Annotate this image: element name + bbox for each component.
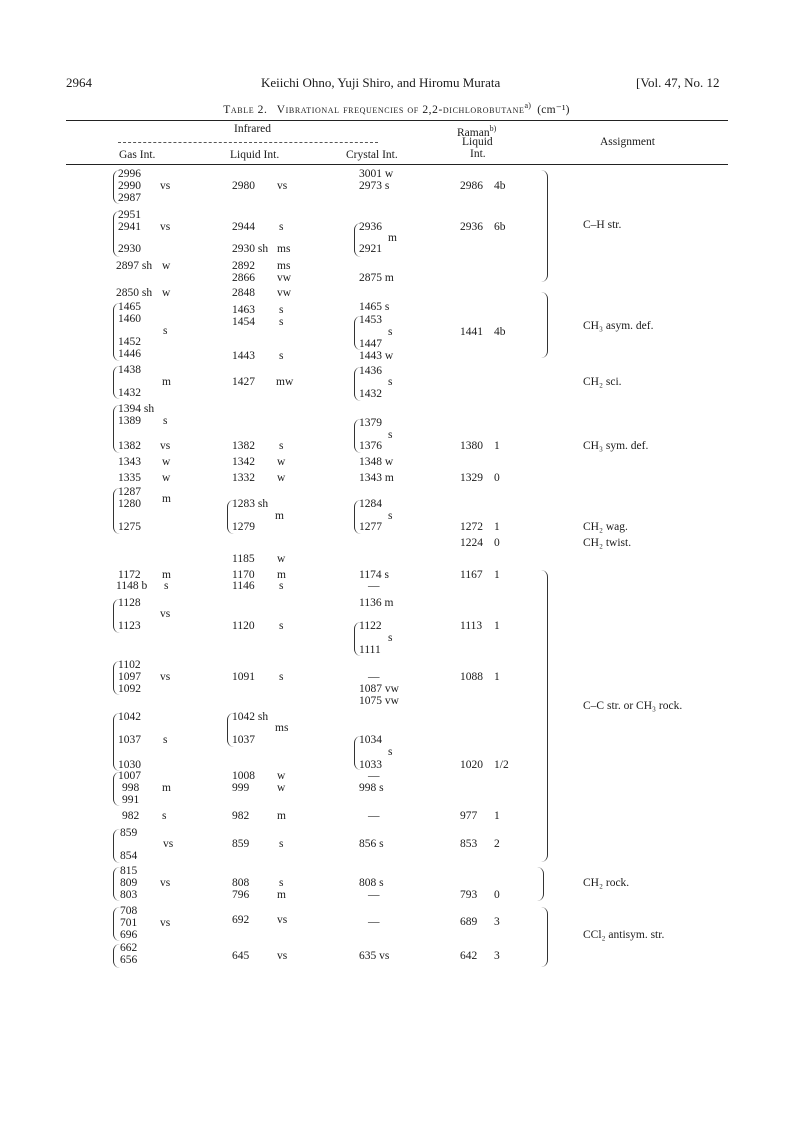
crystal-value: 1447 [359, 338, 382, 350]
gas-value: 1102 [118, 659, 141, 671]
crystal-intensity: s [388, 746, 393, 758]
gas-intensity: w [162, 472, 171, 484]
crystal-value: 808 s [359, 877, 384, 889]
group-bracket [354, 736, 361, 770]
gas-value: 998 [122, 782, 140, 794]
crystal-intensity: s [388, 376, 393, 388]
crystal-value: 2973 s [359, 180, 390, 192]
raman-value: 642 [460, 950, 478, 962]
raman-intensity: 3 [494, 916, 500, 928]
raman-value: 1167 [460, 569, 483, 581]
gas-value: 708 [120, 905, 138, 917]
liquid-intensity: w [277, 472, 286, 484]
group-bracket [113, 713, 120, 771]
assignment-label: CH₂ wag. [583, 521, 628, 533]
gas-value: 1394 sh [118, 403, 155, 415]
liquid-value: 1279 [232, 521, 255, 533]
assignment-brace [541, 907, 548, 967]
gas-intensity: vs [160, 877, 171, 889]
raman-intensity: 1 [494, 671, 500, 683]
group-bracket [113, 772, 120, 806]
gas-value: 1148 b [116, 580, 148, 592]
gas-intensity: vs [160, 221, 171, 233]
raman-value: 689 [460, 916, 478, 928]
crystal-value: 1284 [359, 498, 382, 510]
liquid-value: 1443 [232, 350, 255, 362]
group-bracket [113, 907, 120, 941]
caption-footnote-mark: a) [524, 101, 532, 110]
gas-intensity: vs [160, 917, 171, 929]
gas-value: 1007 [118, 770, 141, 782]
raman-intensity: 2 [494, 838, 500, 850]
group-bracket [227, 500, 234, 534]
gas-value: 2987 [118, 192, 141, 204]
gas-value: 982 [122, 810, 140, 822]
assignment-brace [537, 867, 544, 901]
crystal-value: 1443 w [359, 350, 394, 362]
gas-intensity: s [164, 580, 169, 592]
group-bracket [354, 223, 361, 257]
crystal-intensity: s [388, 429, 393, 441]
crystal-value: 1087 vw [359, 683, 399, 695]
gas-value: 1389 [118, 415, 141, 427]
infrared-span-rule [118, 142, 378, 143]
gas-value: 1465 [118, 301, 141, 313]
liquid-intensity: m [275, 510, 284, 522]
group-bracket [113, 366, 120, 399]
liquid-intensity: s [279, 221, 284, 233]
liquid-value: 1332 [232, 472, 255, 484]
liquid-value: 808 [232, 877, 250, 889]
liquid-intensity: m [277, 569, 286, 581]
raman-value: 793 [460, 889, 478, 901]
liquid-value: 1463 [232, 304, 255, 316]
crystal-value: 1136 m [359, 597, 394, 609]
liquid-intensity: s [279, 316, 284, 328]
crystal-intensity: s [388, 632, 393, 644]
raman-value: 853 [460, 838, 478, 850]
gas-value: 2951 [118, 209, 141, 221]
assignment-label: CH₂ sci. [583, 376, 622, 388]
assignment-brace [541, 292, 548, 358]
gas-value: 854 [120, 850, 138, 862]
liquid-value: 1342 [232, 456, 255, 468]
gas-value: 1343 [118, 456, 141, 468]
gas-value: 1275 [118, 521, 141, 533]
gas-value: 2996 [118, 168, 141, 180]
crystal-value: — [368, 671, 380, 683]
gas-intensity: s [162, 810, 167, 822]
crystal-value: 1033 [359, 759, 382, 771]
crystal-value: — [368, 580, 380, 592]
gas-value: 809 [120, 877, 138, 889]
gas-value: 2930 [118, 243, 141, 255]
raman-intensity: 4b [494, 180, 506, 192]
liquid-intensity: ms [277, 243, 291, 255]
liquid-intensity: s [279, 838, 284, 850]
header-infrared: Infrared [234, 123, 272, 135]
liquid-value: 2892 [232, 260, 255, 272]
gas-value: 1042 [118, 711, 141, 723]
raman-value: 2986 [460, 180, 483, 192]
raman-value: 1088 [460, 671, 483, 683]
crystal-value: 998 s [359, 782, 384, 794]
group-bracket [113, 599, 120, 633]
group-bracket [113, 944, 120, 968]
liquid-value: 645 [232, 950, 250, 962]
liquid-value: 2980 [232, 180, 255, 192]
liquid-value: 2866 [232, 272, 255, 284]
liquid-value: 692 [232, 914, 250, 926]
raman-value: 1020 [460, 759, 483, 771]
table-caption [0, 101, 793, 116]
raman-intensity: 1 [494, 440, 500, 452]
page-number: 2964 [66, 75, 92, 90]
gas-value: 1030 [118, 759, 141, 771]
gas-intensity: vs [160, 671, 171, 683]
gas-value: 696 [120, 929, 138, 941]
liquid-value: 1283 sh [232, 498, 269, 510]
liquid-intensity: s [279, 350, 284, 362]
raman-value: 1380 [460, 440, 483, 452]
liquid-value: 1042 sh [232, 711, 269, 723]
gas-value: 1037 [118, 734, 141, 746]
crystal-value: — [368, 810, 380, 822]
crystal-value: 1122 [359, 620, 382, 632]
liquid-value: 2930 sh [232, 243, 269, 255]
gas-value: 662 [120, 942, 138, 954]
gas-value: 1092 [118, 683, 141, 695]
raman-intensity: 0 [494, 889, 500, 901]
raman-intensity: 1 [494, 521, 500, 533]
liquid-intensity: mw [276, 376, 294, 388]
table-top-rule [66, 120, 728, 121]
gas-value: 1128 [118, 597, 141, 609]
crystal-value: 1379 [359, 417, 382, 429]
liquid-value: 1427 [232, 376, 255, 388]
assignment-brace [541, 170, 548, 282]
gas-value: 2897 sh [116, 260, 153, 272]
crystal-value: 2921 [359, 243, 382, 255]
assignment-label: C–C str. or CH₃ rock. [583, 700, 683, 712]
liquid-value: 1454 [232, 316, 255, 328]
gas-value: 803 [120, 889, 138, 901]
gas-intensity: s [163, 325, 168, 337]
liquid-value: 1120 [232, 620, 255, 632]
assignment-label: CH₂ twist. [583, 537, 632, 549]
raman-value: 1113 [460, 620, 483, 632]
liquid-intensity: w [277, 553, 286, 565]
liquid-intensity: s [279, 440, 284, 452]
group-bracket [113, 303, 120, 361]
raman-value: 1272 [460, 521, 483, 533]
header-crystal: Crystal Int. [346, 149, 398, 161]
liquid-intensity: w [277, 770, 286, 782]
group-bracket [354, 419, 361, 453]
crystal-value: 1465 s [359, 301, 390, 313]
liquid-value: 982 [232, 810, 250, 822]
gas-value: 2941 [118, 221, 141, 233]
crystal-value: 3001 w [359, 168, 394, 180]
gas-value: 1097 [118, 671, 141, 683]
journal-volume: [Vol. 47, No. 12 [636, 75, 720, 90]
gas-value: 1446 [118, 348, 141, 360]
header-raman-int: Int. [470, 148, 486, 160]
gas-intensity: w [162, 287, 171, 299]
liquid-intensity: ms [275, 722, 289, 734]
liquid-intensity: s [279, 877, 284, 889]
gas-value: 1172 [118, 569, 141, 581]
crystal-value: 1277 [359, 521, 382, 533]
gas-intensity: vs [163, 838, 174, 850]
crystal-intensity: s [388, 510, 393, 522]
assignment-label: CH₃ sym. def. [583, 440, 649, 452]
gas-intensity: m [162, 569, 171, 581]
crystal-intensity: m [388, 232, 397, 244]
running-authors: Keiichi Ohno, Yuji Shiro, and Hiromu Murata [261, 75, 501, 90]
group-bracket [113, 170, 120, 204]
raman-value: 2936 [460, 221, 483, 233]
group-bracket [113, 661, 120, 695]
raman-intensity: 1/2 [494, 759, 509, 771]
caption-label: Table 2. [223, 103, 268, 116]
gas-value: 1452 [118, 336, 141, 348]
liquid-value: 2848 [232, 287, 255, 299]
crystal-intensity: s [388, 326, 393, 338]
group-bracket [354, 367, 361, 401]
liquid-intensity: m [277, 889, 286, 901]
crystal-value: 1348 w [359, 456, 394, 468]
liquid-intensity: s [279, 671, 284, 683]
liquid-value: 1146 [232, 580, 255, 592]
gas-intensity: s [163, 415, 168, 427]
crystal-value: 1111 [359, 644, 381, 656]
gas-value: 2990 [118, 180, 141, 192]
raman-intensity: 1 [494, 810, 500, 822]
group-bracket [227, 713, 234, 747]
raman-intensity: 0 [494, 537, 500, 549]
raman-intensity: 3 [494, 950, 500, 962]
header-liquid: Liquid Int. [230, 149, 280, 161]
group-bracket [113, 829, 120, 863]
raman-intensity: 0 [494, 472, 500, 484]
liquid-value: 1382 [232, 440, 255, 452]
group-bracket [113, 867, 120, 901]
crystal-value: 2936 [359, 221, 382, 233]
liquid-value: 999 [232, 782, 250, 794]
gas-intensity: m [162, 782, 171, 794]
gas-value: 991 [122, 794, 140, 806]
crystal-value: 1174 s [359, 569, 389, 581]
liquid-value: 2944 [232, 221, 255, 233]
gas-intensity: w [162, 456, 171, 468]
liquid-value: 1170 [232, 569, 255, 581]
group-bracket [113, 488, 120, 534]
group-bracket [113, 405, 120, 453]
gas-value: 1287 [118, 486, 141, 498]
gas-value: 1432 [118, 387, 141, 399]
liquid-intensity: m [277, 810, 286, 822]
group-bracket [354, 500, 361, 534]
header-raman: Raman$^{b)}$ [457, 124, 497, 139]
liquid-intensity: vs [277, 914, 288, 926]
crystal-value: 1432 [359, 388, 382, 400]
crystal-value: — [368, 889, 380, 901]
crystal-value: 2875 m [359, 272, 394, 284]
liquid-value: 859 [232, 838, 250, 850]
raman-intensity: 4b [494, 326, 506, 338]
liquid-intensity: w [277, 782, 286, 794]
gas-intensity: vs [160, 180, 171, 192]
liquid-value: 1037 [232, 734, 255, 746]
gas-intensity: m [162, 376, 171, 388]
crystal-value: — [368, 770, 380, 782]
gas-intensity: vs [160, 440, 171, 452]
gas-intensity: vs [160, 608, 171, 620]
gas-value: 1335 [118, 472, 141, 484]
liquid-intensity: vw [277, 287, 292, 299]
liquid-intensity: vw [277, 272, 292, 284]
assignment-label: CCl₂ antisym. str. [583, 929, 665, 941]
raman-intensity: 1 [494, 620, 500, 632]
gas-intensity: s [163, 734, 168, 746]
raman-value: 1329 [460, 472, 483, 484]
caption-unit: (cm⁻¹) [537, 103, 570, 116]
raman-intensity: 6b [494, 221, 506, 233]
assignment-label: C–H str. [583, 219, 622, 231]
header-gas: Gas Int. [119, 149, 156, 161]
gas-value: 1280 [118, 498, 141, 510]
group-bracket [354, 622, 361, 656]
crystal-value: 635 vs [359, 950, 390, 962]
crystal-value: — [368, 916, 380, 928]
gas-intensity: m [162, 493, 171, 505]
gas-value: 656 [120, 954, 138, 966]
crystal-value: 856 s [359, 838, 384, 850]
liquid-intensity: vs [277, 180, 288, 192]
gas-value: 2850 sh [116, 287, 153, 299]
liquid-value: 1185 [232, 553, 255, 565]
group-bracket [354, 316, 361, 350]
gas-value: 1438 [118, 364, 141, 376]
gas-intensity: w [162, 260, 171, 272]
liquid-value: 1091 [232, 671, 255, 683]
assignment-label: CH₃ asym. def. [583, 320, 654, 332]
raman-value: 1224 [460, 537, 483, 549]
gas-value: 1382 [118, 440, 141, 452]
gas-value: 1460 [118, 313, 141, 325]
gas-value: 859 [120, 827, 138, 839]
liquid-value: 796 [232, 889, 250, 901]
raman-value: 1441 [460, 326, 483, 338]
liquid-intensity: ms [277, 260, 291, 272]
assignment-label: CH₂ rock. [583, 877, 630, 889]
crystal-value: 1376 [359, 440, 382, 452]
header-assignment: Assignment [600, 136, 655, 148]
crystal-value: 1075 vw [359, 695, 399, 707]
liquid-value: 1008 [232, 770, 255, 782]
liquid-intensity: vs [277, 950, 288, 962]
group-bracket [113, 211, 120, 257]
assignment-brace [541, 570, 548, 862]
liquid-intensity: s [279, 620, 284, 632]
raman-value: 977 [460, 810, 478, 822]
liquid-intensity: w [277, 456, 286, 468]
crystal-value: 1453 [359, 314, 382, 326]
gas-value: 815 [120, 865, 138, 877]
gas-value: 701 [120, 917, 138, 929]
header-raman-liquid: Liquid [462, 136, 493, 148]
header-bottom-rule [66, 164, 728, 165]
liquid-intensity: s [279, 304, 284, 316]
caption-text: Vibrational frequencies of 2,2-dichlorobutane [276, 103, 525, 116]
crystal-value: 1436 [359, 365, 382, 377]
gas-value: 1123 [118, 620, 141, 632]
crystal-value: 1343 m [359, 472, 394, 484]
crystal-value: 1034 [359, 734, 382, 746]
liquid-intensity: s [279, 580, 284, 592]
raman-intensity: 1 [494, 569, 500, 581]
